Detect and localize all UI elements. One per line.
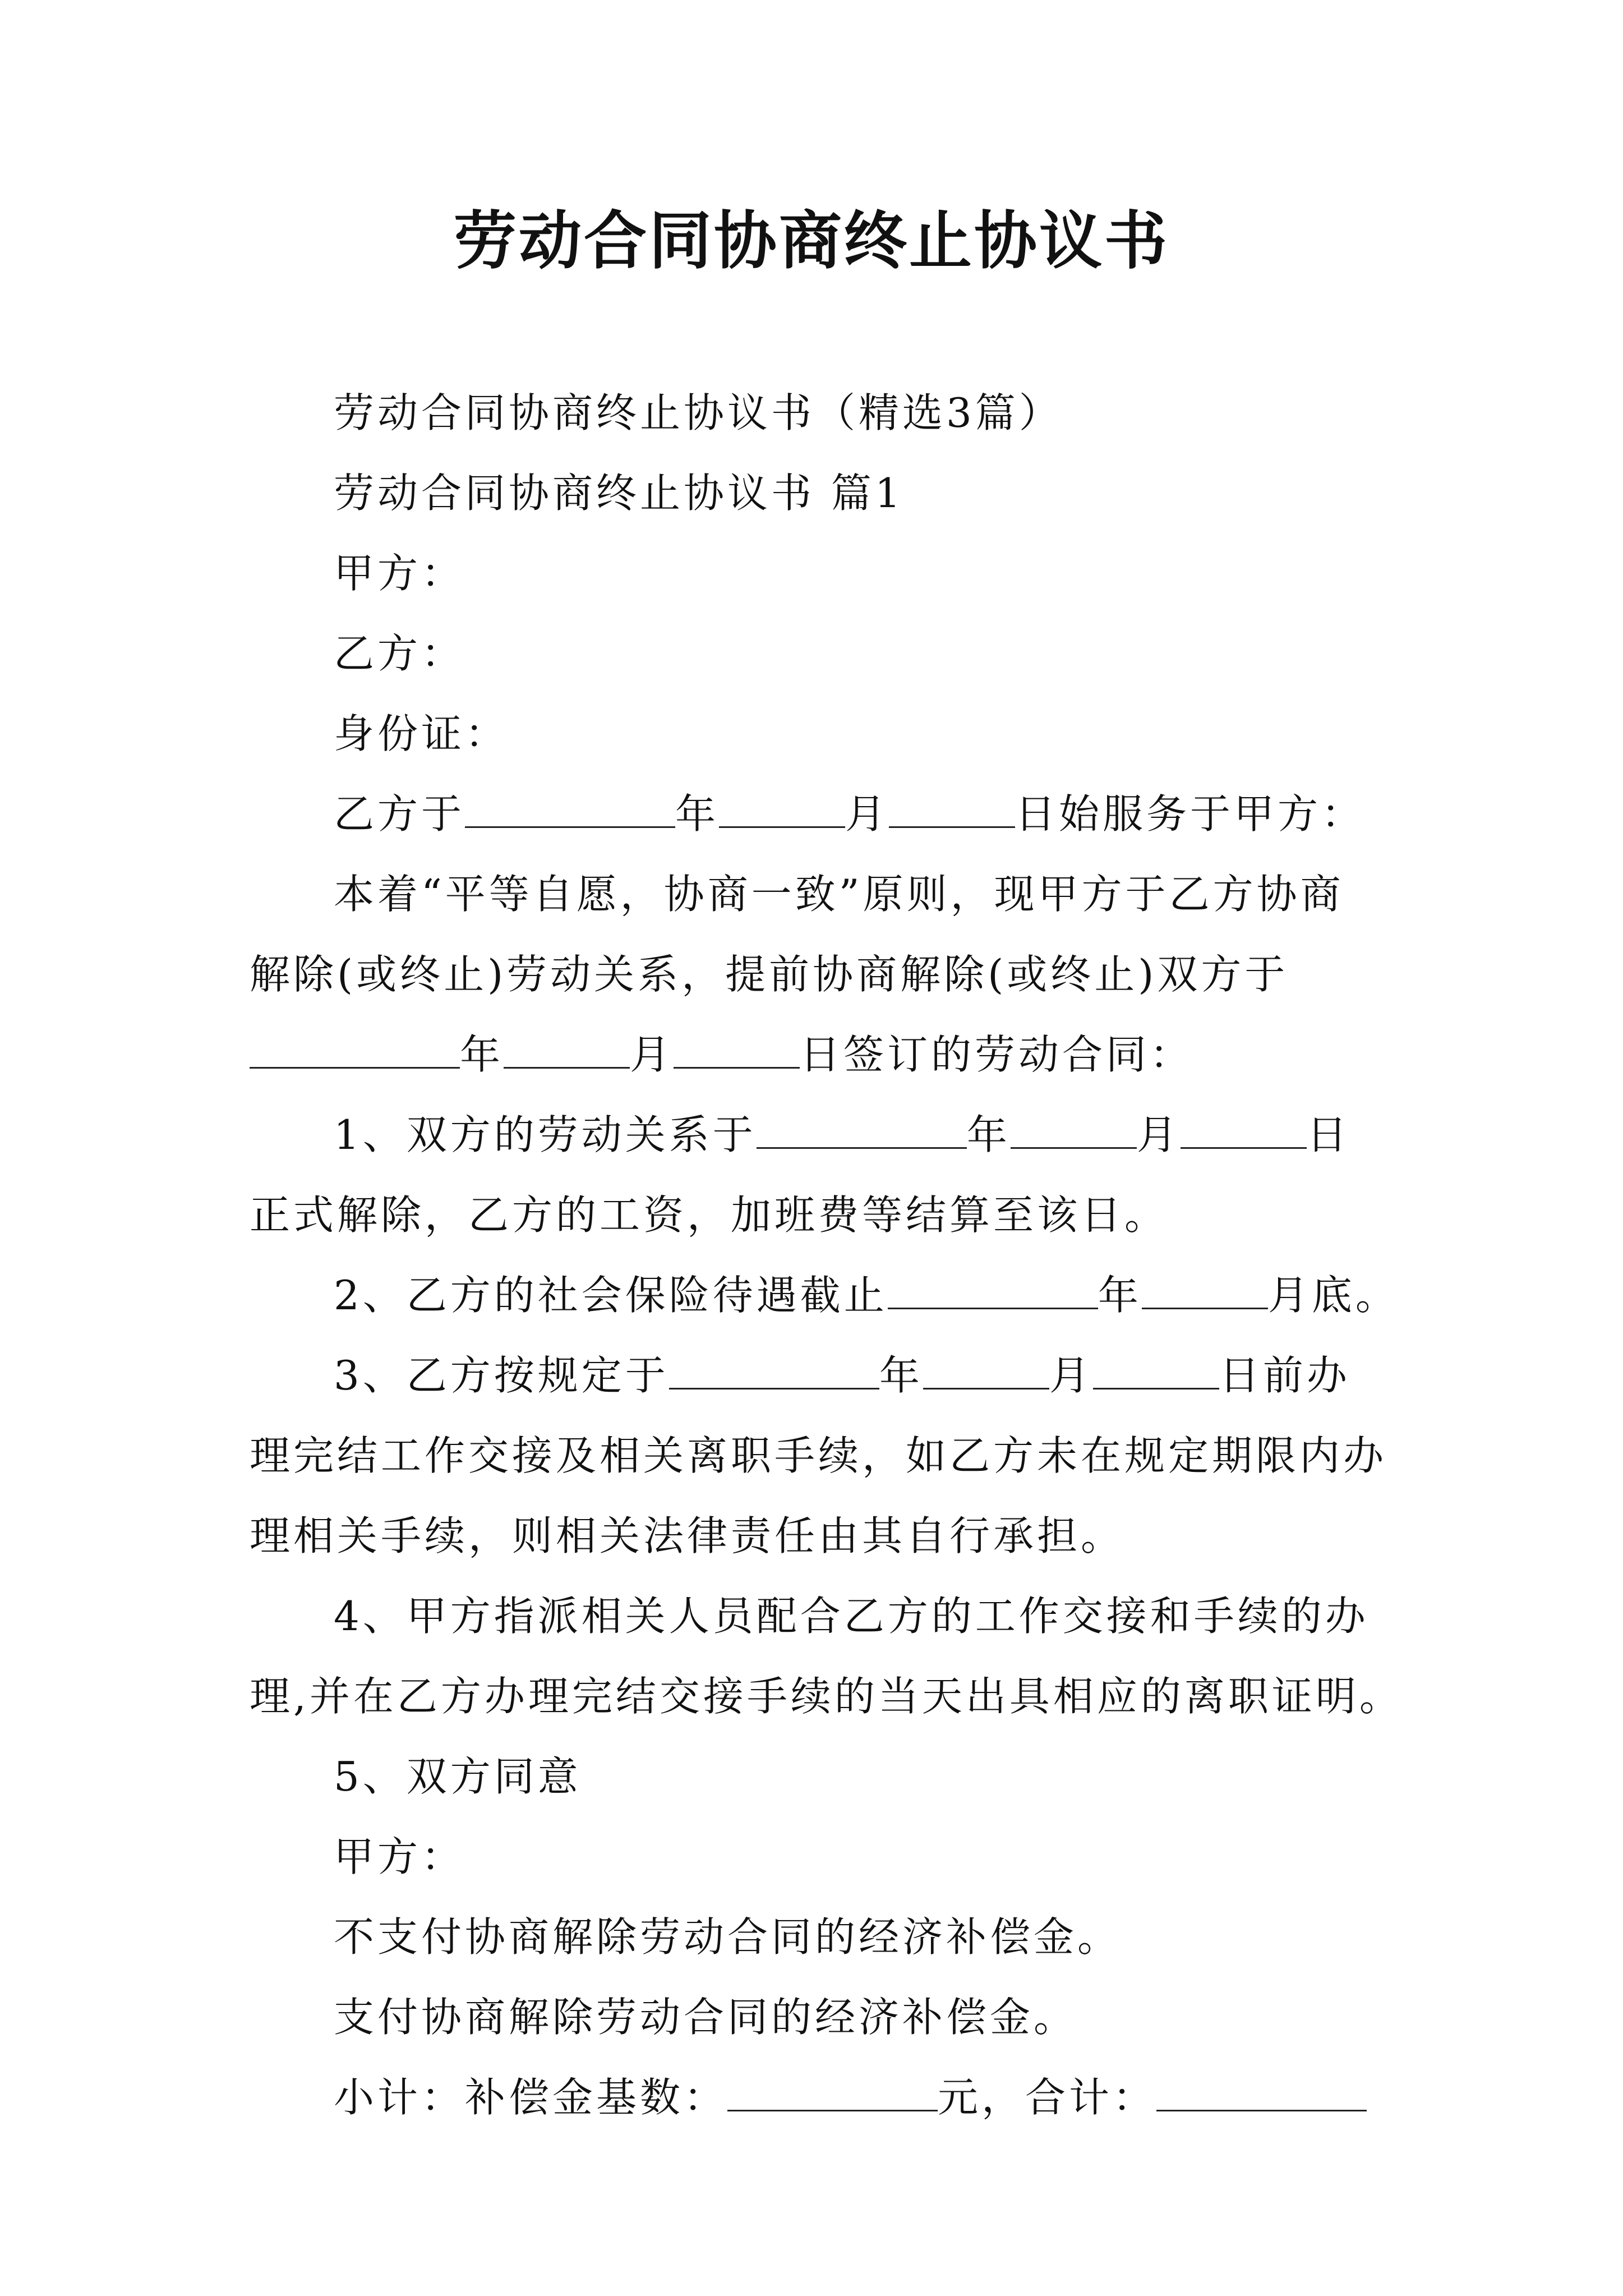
year-blank [250,1034,460,1069]
year-blank [757,1115,967,1149]
text: 年 [1098,1272,1142,1319]
month-blank [1142,1275,1268,1309]
text: 身份证： [334,710,509,757]
text: 年 [966,1111,1011,1158]
text: 日前办 [1219,1352,1350,1399]
text: 小计：补偿金基数： [334,2074,728,2121]
text: 正式解除，乙方的工资，加班费等结算至该日。 [250,1191,1169,1239]
day-blank [1181,1115,1307,1149]
service-start-line [250,774,1394,854]
day-blank [674,1034,800,1069]
text: 日始服务于甲方： [1015,790,1366,838]
text: 乙方： [334,630,465,677]
text: 3、乙方按规定于 [334,1352,669,1399]
text: 4、甲方指派相关人员配合乙方的工作交接和手续的办 [334,1593,1369,1640]
text: 5、双方同意 [334,1753,582,1800]
paragraph-line [250,935,1394,1015]
month-blank [923,1355,1049,1389]
day-blank [889,794,1015,828]
text: 月 [1049,1352,1093,1399]
month-blank [719,794,845,828]
text: 理,并在乙方办理完结交接手续的当天出具相应的离职证明。 [250,1673,1403,1720]
section-heading [250,453,1394,533]
text: 本着“平等自愿，协商一致”原则，现甲方于乙方协商 [334,871,1344,918]
clause-1-line [250,1095,1394,1175]
text: 支付协商解除劳动合同的经济补偿金。 [334,1994,1078,2041]
text: 日签订的劳动合同： [800,1031,1194,1078]
amount-blank [727,2077,938,2111]
option-line [250,1977,1394,2058]
paragraph-line [250,854,1394,935]
text: 理完结工作交接及相关离职手续，如乙方未在规定期限内办 [250,1432,1387,1479]
text: 不支付协商解除劳动合同的经济补偿金。 [334,1913,1122,1961]
total-blank [1156,2077,1367,2111]
text: 月 [630,1031,674,1078]
party-a-line [250,533,1394,614]
text: 1、双方的劳动关系于 [334,1111,757,1158]
text: 解除(或终止)劳动关系，提前协商解除(或终止)双方于 [250,951,1289,998]
month-blank [1011,1115,1137,1149]
clause-4-line [250,1576,1394,1657]
text: 甲方： [334,550,465,597]
text: 乙方于 [334,790,465,838]
subtotal-line [250,2058,1394,2138]
clause-2-line [250,1255,1399,1336]
paragraph-line [250,1416,1394,1496]
text: 劳动合同协商终止协议书（精选3篇） [334,389,1063,436]
text: 月 [845,790,889,838]
text: 年 [460,1031,504,1078]
text: 日 [1306,1111,1350,1158]
text: 劳动合同协商终止协议书 篇1 [334,470,904,517]
text: 月 [1136,1111,1181,1158]
document-body [250,373,1403,2138]
party-a-line [250,1817,1394,1897]
day-blank [1093,1355,1219,1389]
contract-date-line [250,1015,1394,1095]
text: 年 [879,1352,923,1399]
text: 年 [675,790,720,838]
subtitle-line [250,373,1394,453]
paragraph-line [250,1657,1403,1737]
party-b-line [250,614,1394,694]
year-blank [465,794,675,828]
clause-5-line [250,1737,1394,1817]
month-blank [504,1034,630,1069]
text: 甲方： [334,1833,465,1880]
text: 2、乙方的社会保险待遇截止 [334,1272,888,1319]
paragraph-line [250,1496,1394,1576]
paragraph-line [250,1175,1394,1255]
text: 月底。 [1267,1272,1399,1319]
document-title: 劳动合同协商终止协议书 [454,204,1169,278]
text: 元，合计： [938,2074,1157,2121]
clause-3-line [250,1336,1394,1416]
id-card-line [250,694,1394,774]
year-blank [888,1275,1098,1309]
year-blank [669,1355,879,1389]
option-line [250,1897,1394,1977]
text: 理相关手续，则相关法律责任由其自行承担。 [250,1512,1125,1559]
